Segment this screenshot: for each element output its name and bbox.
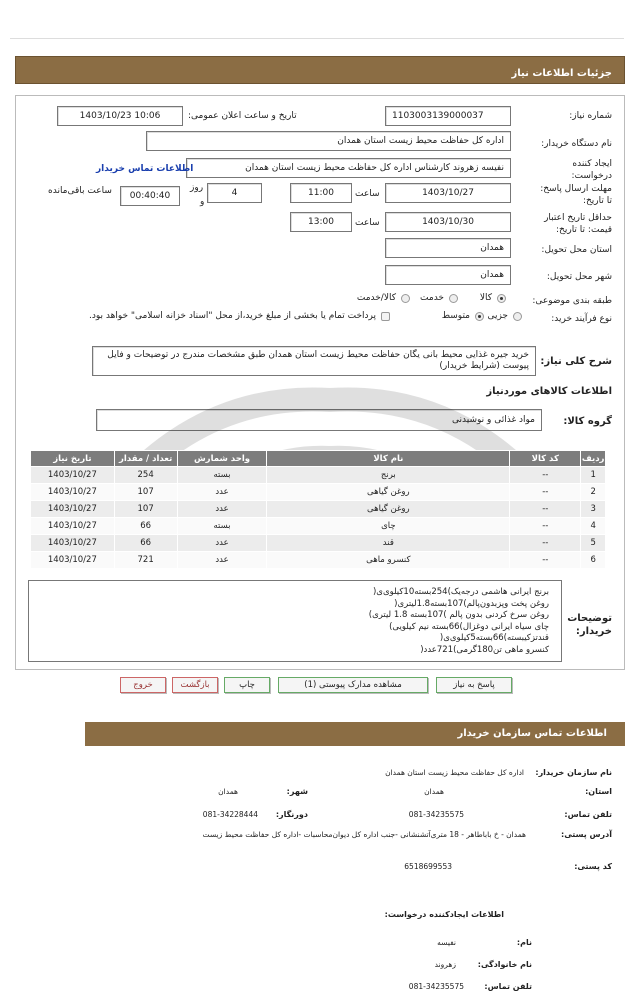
remaining-label: ساعت باقی‌مانده xyxy=(48,186,112,196)
requester-field: نفیسه زهروند کارشناس اداره کل حفاظت محیط زیست استان همدان xyxy=(186,158,511,178)
contact-city-value: همدان xyxy=(218,787,238,796)
contact-title: اطلاعات تماس سازمان خریدار xyxy=(85,722,625,746)
cell-name: کنسرو ماهی xyxy=(267,552,510,569)
contact-org-value: اداره کل حفاظت محیط زیست استان همدان xyxy=(385,768,524,777)
table-row xyxy=(31,484,606,501)
cell-code: -- xyxy=(510,467,581,484)
cell-qty: 107 xyxy=(114,484,177,501)
creator-phone-label: تلفن تماس: xyxy=(484,982,532,991)
contact-city-label: شهر: xyxy=(286,787,308,796)
cell-name: روغن گیاهی xyxy=(267,484,510,501)
creator-family-value: زهروند xyxy=(434,960,456,969)
items-table xyxy=(30,450,606,569)
col-header-qty: تعداد / مقدار xyxy=(114,451,177,467)
notes-line: روغن پخت وپزبدون‌پالم)107بسته1.8لیتری( xyxy=(394,598,549,609)
table-row xyxy=(31,552,606,569)
table-row xyxy=(31,501,606,518)
radio-selected-icon xyxy=(475,312,484,321)
buyer-notes-label: توضیحات خریدار: xyxy=(567,613,612,637)
col-header-unit: واحد شمارش xyxy=(177,451,267,467)
contact-phone-value: 081-34235575 xyxy=(408,810,464,819)
need-number-label: شماره نیاز: xyxy=(569,111,612,121)
city-field: همدان xyxy=(385,265,511,285)
days-field: 4 xyxy=(207,183,262,203)
cell-date: 1403/10/27 xyxy=(31,467,115,484)
notes-line: کنسرو ماهی تن180گرمی)721عدد( xyxy=(420,644,549,655)
cell-unit: عدد xyxy=(177,501,267,518)
cell-name: روغن گیاهی xyxy=(267,501,510,518)
price-validity-time-label: ساعت xyxy=(355,218,380,228)
process-label: نوع فرآیند خرید: xyxy=(551,314,612,324)
cell-date: 1403/10/27 xyxy=(31,501,115,518)
buyer-contact-link[interactable]: اطلاعات تماس خریدار xyxy=(96,164,194,174)
checkbox-icon xyxy=(381,312,390,321)
creator-name-label: نام: xyxy=(516,938,532,947)
city-label: شهر محل تحویل: xyxy=(546,272,612,282)
cell-code: -- xyxy=(510,484,581,501)
contact-postal-value: 6518699553 xyxy=(404,862,452,871)
need-number-field: 1103003139000037 xyxy=(385,106,511,126)
table-header-row xyxy=(31,451,606,467)
radio-icon xyxy=(513,312,522,321)
cell-row: 6 xyxy=(581,552,606,569)
province-label: استان محل تحویل: xyxy=(541,245,612,255)
summary-label: شرح کلی نیاز: xyxy=(540,356,612,367)
price-validity-label: حداقل تاریخ اعتبار قیمت: تا تاریخ: xyxy=(544,213,612,235)
goods-group-field: مواد غذائی و نوشیدنی xyxy=(96,409,542,431)
cell-unit: بسته xyxy=(177,518,267,535)
creator-phone-value: 081-34235575 xyxy=(408,982,464,991)
category-option-both[interactable]: کالا/خدمت xyxy=(357,293,410,303)
price-validity-date-field: 1403/10/30 xyxy=(385,212,511,232)
top-divider xyxy=(10,38,624,39)
cell-name: چای xyxy=(267,518,510,535)
reply-time-field: 11:00 xyxy=(290,183,352,203)
cell-unit: عدد xyxy=(177,552,267,569)
table-row xyxy=(31,518,606,535)
cell-qty: 66 xyxy=(114,535,177,552)
back-button[interactable]: بازگشت xyxy=(172,677,218,693)
cell-date: 1403/10/27 xyxy=(31,552,115,569)
cell-row: 2 xyxy=(581,484,606,501)
cell-qty: 107 xyxy=(114,501,177,518)
category-option-goods[interactable]: کالا xyxy=(480,293,506,303)
notes-line: روغن سرخ کردنی بدون پالم )107بسته 1.8 لیتری) xyxy=(368,610,549,620)
cell-unit: عدد xyxy=(177,535,267,552)
contact-address-value: همدان - خ باباطاهر - 18 متری‌آتشنشانی -جنب اداره کل دیوان‌محاسبات -اداره کل حفاظت محیط زیست xyxy=(202,830,526,839)
notes-line: قندتزکیبسته)66بسته‌5کیلوی‌ی( xyxy=(439,633,549,643)
announce-field: 1403/10/23 10:06 xyxy=(57,106,183,126)
exit-button[interactable]: خروج xyxy=(120,677,166,693)
creator-family-label: نام خانوادگی: xyxy=(477,960,532,969)
remaining-time-field: 00:40:40 xyxy=(120,186,180,206)
cell-date: 1403/10/27 xyxy=(31,518,115,535)
cell-row: 4 xyxy=(581,518,606,535)
cell-code: -- xyxy=(510,518,581,535)
cell-qty: 66 xyxy=(114,518,177,535)
table-row xyxy=(31,535,606,552)
notes-line: برنج ایرانی هاشمی درجه‌یک)254بسته10کیلوی‌ی( xyxy=(372,587,549,597)
col-header-row: ردیف xyxy=(581,451,606,467)
col-header-name: نام کالا xyxy=(267,451,510,467)
cell-unit: بسته xyxy=(177,467,267,484)
contact-postal-label: کد پستی: xyxy=(574,862,612,871)
attachments-button[interactable]: مشاهده مدارک پیوستی (1) xyxy=(278,677,428,693)
category-label: طبقه بندی موضوعی: xyxy=(532,296,612,306)
contact-address-label: آدرس پستی: xyxy=(561,830,612,839)
creator-heading: اطلاعات ایجادکننده درخواست: xyxy=(384,910,504,919)
cell-qty: 254 xyxy=(114,467,177,484)
cell-date: 1403/10/27 xyxy=(31,535,115,552)
cell-name: برنج xyxy=(267,467,510,484)
process-option-minor[interactable]: جزیی xyxy=(487,311,522,321)
cell-row: 5 xyxy=(581,535,606,552)
col-header-code: کد کالا xyxy=(510,451,581,467)
price-validity-time-field: 13:00 xyxy=(290,212,352,232)
reply-button[interactable]: پاسخ به نیاز xyxy=(436,677,512,693)
contact-fax-label: دورنگار: xyxy=(275,810,308,819)
cell-code: -- xyxy=(510,535,581,552)
cell-row: 3 xyxy=(581,501,606,518)
cell-qty: 721 xyxy=(114,552,177,569)
category-option-service[interactable]: خدمت xyxy=(420,293,458,303)
cell-date: 1403/10/27 xyxy=(31,484,115,501)
buyer-notes-box xyxy=(28,580,562,662)
radio-icon xyxy=(449,294,458,303)
and-label: و xyxy=(200,197,205,207)
cell-name: قند xyxy=(267,535,510,552)
goods-group-label: گروه کالا: xyxy=(563,416,612,427)
reply-time-label: ساعت xyxy=(355,189,380,199)
cell-unit: عدد xyxy=(177,484,267,501)
reply-date-field: 1403/10/27 xyxy=(385,183,511,203)
buyer-org-label: نام دستگاه خریدار: xyxy=(541,139,612,149)
requester-label: ایجاد کننده درخواست: xyxy=(571,159,612,181)
radio-selected-icon xyxy=(497,294,506,303)
announce-label: تاریخ و ساعت اعلان عمومی: xyxy=(188,111,297,121)
contact-province-label: استان: xyxy=(585,787,612,796)
notes-line: چای سیاه ایرانی دوغزال)66بسته نیم کیلویی) xyxy=(389,621,549,632)
summary-field: خرید جیره غذایی محیط بانی یگان حفاظت محیط زیست استان همدان طبق مشخصات مندرج در توضیحات و فایل پیوست (شرایط خریدار) xyxy=(92,346,536,376)
col-header-date: تاریخ نیاز xyxy=(31,451,115,467)
creator-name-value: نفیسه xyxy=(437,938,456,947)
cell-code: -- xyxy=(510,501,581,518)
radio-icon xyxy=(401,294,410,303)
panel-title: جزئیات اطلاعات نیاز xyxy=(15,56,625,84)
days-label: روز xyxy=(190,183,204,193)
contact-org-label: نام سازمان خریدار: xyxy=(535,768,612,777)
table-row xyxy=(31,467,606,484)
contact-province-value: همدان xyxy=(424,787,444,796)
cell-row: 1 xyxy=(581,467,606,484)
contact-fax-value: 081-34228444 xyxy=(202,810,258,819)
process-option-medium[interactable]: متوسط xyxy=(442,311,484,321)
buyer-org-field: اداره کل حفاظت محیط زیست استان همدان xyxy=(146,131,511,151)
print-button[interactable]: چاپ xyxy=(224,677,270,693)
goods-heading: اطلاعات کالاهای موردنیاز xyxy=(486,386,612,397)
province-field: همدان xyxy=(385,238,511,258)
cell-code: -- xyxy=(510,552,581,569)
treasury-payment-checkbox[interactable]: پرداخت تمام یا بخشی از مبلغ خرید،از محل "اسناد خزانه اسلامی" خواهد بود. xyxy=(89,311,390,321)
contact-phone-label: تلفن تماس: xyxy=(564,810,612,819)
reply-deadline-label: مهلت ارسال پاسخ: تا تاریخ: xyxy=(540,184,612,206)
